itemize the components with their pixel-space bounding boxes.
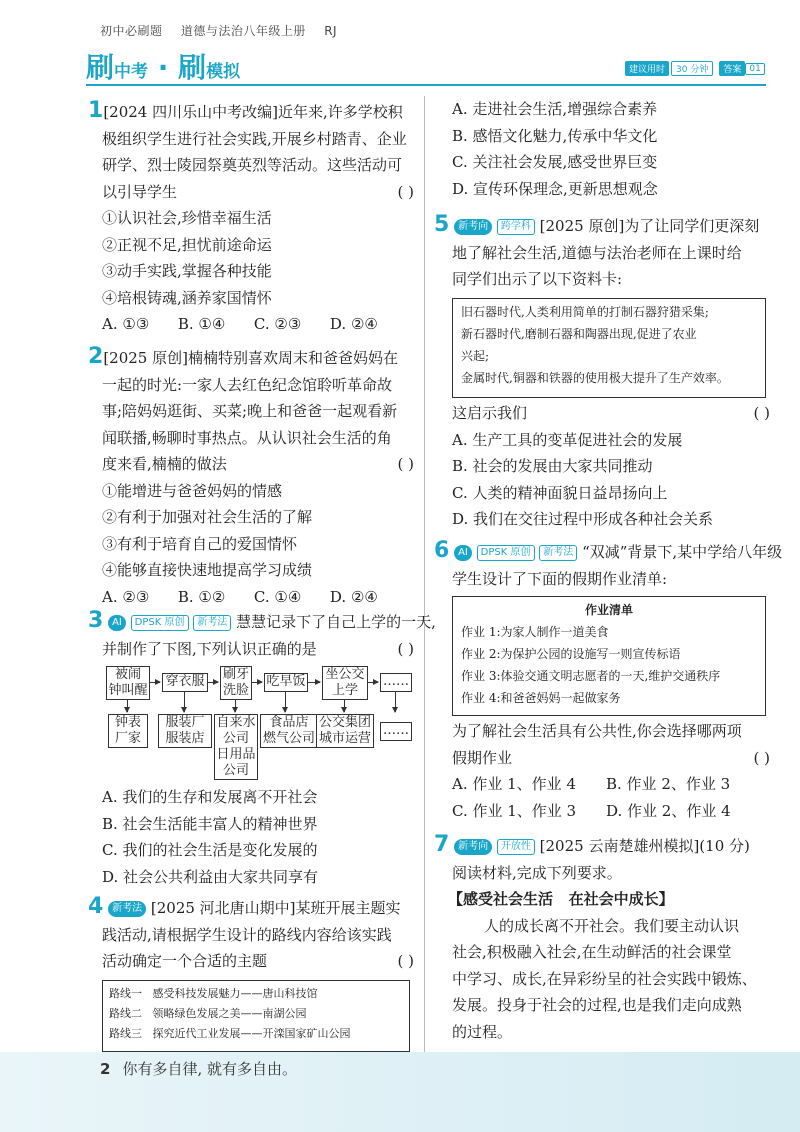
box-more: …… (380, 673, 412, 692)
arrow-down (235, 700, 236, 712)
box-water-company: 自来水 公司 日用品 公司 (214, 714, 258, 780)
arrow (368, 682, 378, 683)
new-direction-tag: 新考向 (454, 219, 492, 235)
arrow (150, 682, 160, 683)
arrow (252, 682, 262, 683)
box-food-gas: 食品店 燃气公司 (260, 714, 318, 748)
q6-homework-list: 作业清单 作业 1:为家人制作一道美食 作业 2:为保护公园的设施写一则宣传标语 作业 3:体验交通文明志愿者的一天,维护交通秩序 作业 4:和爸爸妈妈一起做家务 (452, 596, 766, 716)
question-5: 5 新考向 跨学科 [2025 原创]为了让同学们更深刻 地了解社会生活,道德与法治老师在上课时给 同学们出示了以下资料卡: (434, 212, 760, 288)
dpsk-tag: DPSK 原创 (477, 545, 535, 561)
question-2: 2[2025 原创]楠楠特别喜欢周末和爸爸妈妈在 一起的时光:一家人去红色纪念馆聆听革命故 事;陪妈妈逛街、买菜;晚上和爸爸一起观看新 闻联播,畅聊时事热点。从认识社会生活的角 度来看,楠楠的做法 ( ) ①能增进与爸爸妈妈的情感 ②有利于加强对社会生活的了解 ③有利于培育自己的爱国情怀 ④能够直接快速地提高学习成绩 A. ②③ B. ①② C. ①④ D. ②④ (88, 344, 414, 610)
arrow-down (285, 692, 286, 712)
arrow-down (344, 700, 345, 712)
ai-tag: AI (108, 615, 126, 631)
q4-options: A. 走进社会生活,增强综合素养 B. 感悟文化魅力,传承中华文化 C. 关注社会发展,感受世界巨变 D. 宣传环保理念,更新思想观念 (452, 100, 658, 198)
arrow (208, 682, 218, 683)
question-1: 1[2024 四川乐山中考改编]近年来,许多学校积 极组织学生进行社会实践,开展乡村踏青、企业 研学、烈士陵园祭奠英烈等活动。这些活动可 以引导学生 ( ) ①认识社会,珍惜幸福生活 ②正视不足,担忧前途命运 ③动手实践,掌握各种技能 ④培根铸魂,涵养家国情怀 A. ①③ B. ①④ C. ②③ D. ②④ (88, 98, 414, 338)
book-name: 道德与法治八年级上册 (180, 24, 306, 38)
new-direction-tag: 新考向 (454, 839, 492, 855)
edition: RJ (324, 24, 338, 38)
box-alarm: 被闹 钟叫醒 (106, 666, 150, 700)
section-title: 刷中考 · 刷模拟 (86, 51, 241, 84)
column-divider (424, 96, 425, 1056)
arrow-down (184, 692, 185, 712)
time-badge: 建议用时 30 分钟 答案 01 (625, 60, 765, 77)
q3-options: A. 我们的生存和发展离不开社会 B. 社会生活能丰富人的精神世界 C. 我们的社会生活是变化发展的 D. 社会公共利益由大家共同享有 (102, 788, 319, 886)
cross-discipline-tag: 跨学科 (497, 219, 535, 235)
new-method-tag: 新考法 (108, 901, 146, 917)
question-6: 6 AI DPSK 原创 新考法 “双减”背景下,某中学给八年级 学生设计了下面的假期作业清单: (434, 538, 783, 588)
q3-flow-diagram (100, 662, 420, 780)
box-dress: 穿衣服 (162, 673, 208, 692)
dpsk-tag: DPSK 原创 (131, 615, 189, 631)
series-name: 初中必刷题 (100, 24, 163, 38)
box-clothing: 服装厂 服装店 (158, 714, 212, 748)
q4-routes-card: 路线一 感受科技发展魅力——唐山科技馆 路线二 领略绿色发展之美——南湖公园 路线三 探究近代工业发展——开滦国家矿山公园 (102, 980, 410, 1052)
open-ended-tag: 开放性 (497, 839, 535, 855)
arrow-down (395, 692, 396, 712)
box-clock-factory: 钟表 厂家 (108, 714, 148, 748)
footer-motto: 2 你有多自律, 就有多自由。 (100, 1060, 297, 1078)
q6-options: 为了解社会生活具有公共性,你会选择哪两项 假期作业 ( ) A. 作业 1、作业 4 B. 作业 2、作业 3 C. 作业 1、作业 3 D. 作业 2、作业 4 (452, 722, 770, 820)
arrow (308, 682, 320, 683)
page-header (100, 22, 351, 39)
box-bus-group: 公交集团 城市运营 (316, 714, 374, 748)
q2-choices: A. ②③ B. ①② C. ①④ D. ②④ (102, 587, 378, 606)
box-bus: 坐公交 上学 (322, 666, 368, 700)
new-method-tag: 新考法 (193, 615, 231, 631)
question-4: 4 新考法 [2025 河北唐山期中]某班开展主题实 践活动,请根据学生设计的路线内容给该实践 活动确定一个合适的主题 ( ) (88, 894, 414, 970)
q5-options: 这启示我们 ( ) A. 生产工具的变革促进社会的发展 B. 社会的发展由大家共同推动 C. 人类的精神面貌日益昂扬向上 D. 我们在交往过程中形成各种社会关系 (452, 404, 770, 528)
box-breakfast: 吃早饭 (264, 673, 308, 692)
new-method-tag: 新考法 (539, 545, 577, 561)
q5-info-card: 旧石器时代,人类利用简单的打制石器狩猎采集; 新石器时代,磨制石器和陶器出现,促进了农业 兴起; 金属时代,铜器和铁器的使用极大提升了生产效率。 (452, 298, 766, 398)
question-3: 3 AI DPSK 原创 新考法 慧慧记录下了自己上学的一天, 并制作了下图,下列认识正确的是 ( ) (88, 608, 436, 658)
q1-choices: A. ①③ B. ①④ C. ②③ D. ②④ (102, 315, 378, 333)
ai-tag: AI (454, 545, 472, 561)
box-wash: 刷牙 洗脸 (220, 666, 252, 700)
header-rule (86, 84, 766, 86)
material-heading: 【感受社会生活 在社会中成长】 (448, 890, 674, 908)
box-more-2: …… (380, 722, 412, 741)
question-7: 7 新考向 开放性 [2025 云南楚雄州模拟](10 分) 阅读材料,完成下列要求。 【感受社会生活 在社会中成长】 人的成长离不开社会。我们要主动认识 社会,积极融入社会,在生动鲜活的社会课堂 中学习、成长,在异彩纷呈的社会实践中锻炼、 发展。投身于社会的过程,也是我们走向成熟 的过程。 (434, 832, 770, 1045)
page-number: 2 (100, 1060, 111, 1078)
arrow-down (127, 700, 128, 712)
